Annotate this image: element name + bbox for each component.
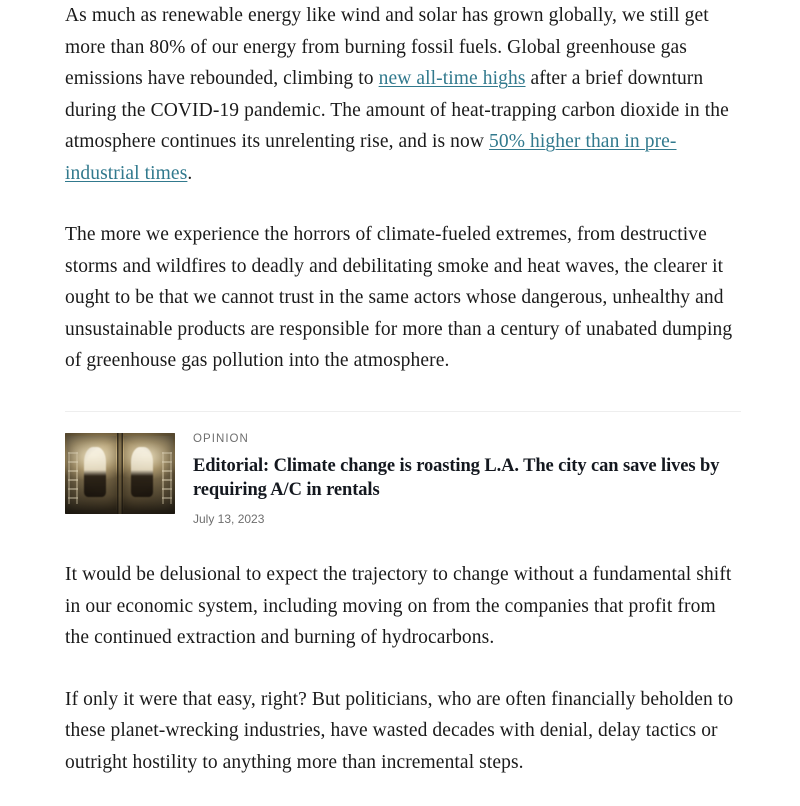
paragraph-text-segment: If only it were that easy, right? But politicians, who are often financially beholden to these planet-wrecking industries, have wasted decades with denial, delay tactics or outright hostility to anything more than incremental steps. [65,688,734,773]
embedded-article-promo[interactable] [65,411,741,526]
article-body [65,0,741,778]
article-paragraph-3 [65,559,741,654]
promo-divider [65,411,741,412]
paragraph-text-segment: . [187,162,193,184]
promo-date: July 13, 2023 [193,512,265,526]
link-new-all-time-highs[interactable]: new all-time highs [378,68,526,89]
promo-thumbnail-image[interactable] [65,433,175,514]
promo-kicker-label: OPINION [193,432,249,445]
promo-text-block [193,433,741,526]
article-paragraph-4 [65,684,741,779]
article-paragraph-1 [65,0,741,189]
promo-card[interactable] [65,433,741,526]
paragraph-text-segment: after a brief downturn during the COVID-19 pandemic. The amount of heat-trapping carbon dioxide in the atmosphere continues its unrelenting rise, and is now [65,68,729,152]
link-50-percent-higher-pre-industrial[interactable]: 50% higher than in pre-industrial times [65,131,677,184]
article-paragraph-2 [65,219,741,377]
paragraph-text-segment: It would be delusional to expect the trajectory to change without a fundamental shift in our economic system, including moving on from the companies that profit from the continued extraction and burning of hydrocarbons. [65,564,732,648]
paragraph-text-segment: As much as renewable energy like wind and solar has grown globally, we still get more than 80% of our energy from burning fossil fuels. Global greenhouse gas emissions have rebounded, climbing to [65,5,709,89]
paragraph-text-segment: The more we experience the horrors of climate-fueled extremes, from destructive storms and wildfires to deadly and debilitating smoke and heat waves, the clearer it ought to be that we cannot trust in the same actors whose dangerous, unhealthy and unsustainable products are responsible for more than a century of unabated dumping of greenhouse gas pollution into the atmosphere. [65,224,733,371]
thumbnail-vignette [65,433,175,514]
promo-headline-link[interactable]: Editorial: Climate change is roasting L.A. The city can save lives by requiring A/C in rentals [193,456,720,500]
